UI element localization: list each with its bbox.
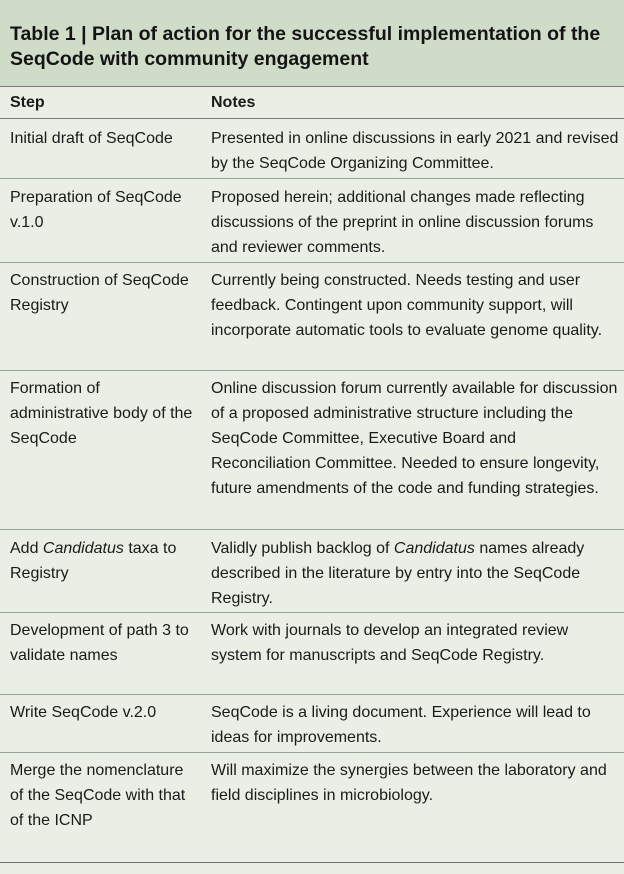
notes-cell: Currently being constructed. Needs testing and user feedback. Contingent upon community support, will incorporate automatic tools to evaluate genome quality.	[211, 272, 603, 339]
step-cell: Initial draft of SeqCode	[10, 130, 173, 147]
header-bottom-rule	[0, 118, 624, 119]
row-separator	[0, 612, 624, 613]
step-text: Add	[10, 540, 43, 557]
candidatus-italic: Candidatus	[393, 540, 475, 557]
step-cell: Merge the nomenclature of the SeqCode with that of the ICNP	[10, 762, 186, 829]
notes-cell: Proposed herein; additional changes made reflecting discussions of the preprint in online discussion forums and reviewer comments.	[211, 189, 594, 256]
step-text: taxa to Registry	[10, 540, 177, 582]
step-cell	[10, 536, 200, 586]
table-bottom-rule	[0, 862, 624, 863]
notes-cell: Online discussion forum currently available for discussion of a proposed administrative structure including the SeqCode Committee, Executive Board and Reconciliation Committee. Needed to ensure longevity, future amendments of the code and funding strategies.	[211, 380, 618, 497]
step-cell: Construction of SeqCode Registry	[10, 272, 189, 314]
table-title-box	[0, 0, 624, 86]
column-header-step: Step	[10, 94, 45, 111]
row-separator	[0, 262, 624, 263]
notes-cell: SeqCode is a living document. Experience will lead to ideas for improvements.	[211, 704, 591, 746]
candidatus-italic: Candidatus	[42, 540, 124, 557]
notes-cell: Presented in online discussions in early 2021 and revised by the SeqCode Organizing Committee.	[211, 130, 619, 172]
row-separator	[0, 178, 624, 179]
row-separator	[0, 370, 624, 371]
step-cell: Development of path 3 to validate names	[10, 622, 189, 664]
notes-text: names already described in the literature by entry into the SeqCode Registry.	[211, 540, 585, 607]
notes-cell: Will maximize the synergies between the laboratory and field disciplines in microbiology.	[211, 762, 607, 804]
row-separator	[0, 529, 624, 530]
table-title: Table 1 | Plan of action for the successful implementation of the SeqCode with community engagement	[10, 23, 601, 70]
step-cell: Preparation of SeqCode v.1.0	[10, 189, 182, 231]
notes-cell	[211, 536, 619, 611]
step-cell: Write SeqCode v.2.0	[10, 704, 157, 721]
notes-cell: Work with journals to develop an integrated review system for manuscripts and SeqCode Registry.	[211, 622, 569, 664]
row-separator	[0, 752, 624, 753]
column-header-notes: Notes	[211, 94, 256, 111]
step-cell: Formation of administrative body of the SeqCode	[10, 380, 193, 447]
notes-text: Validly publish backlog of	[211, 540, 394, 557]
header-top-rule	[0, 86, 624, 87]
row-separator	[0, 694, 624, 695]
